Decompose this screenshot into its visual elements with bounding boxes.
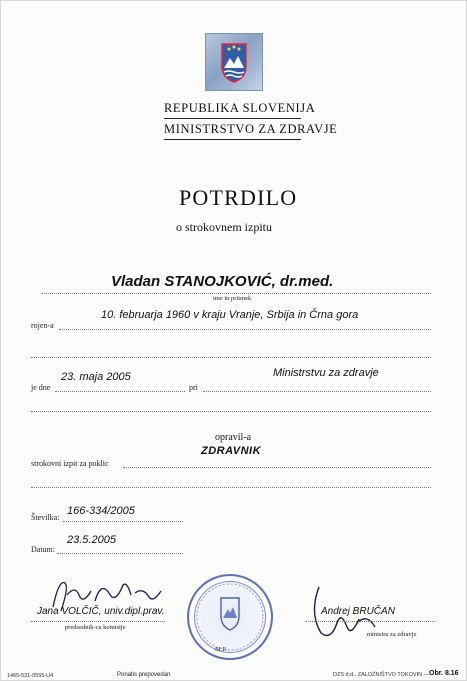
- republic-heading: REPUBLIKA SLOVENIJA: [164, 101, 316, 115]
- profession-value: ZDRAVNIK: [201, 445, 262, 457]
- slovenia-coat-of-arms-icon: [205, 33, 263, 91]
- chair-name: Jana VOLČIČ, univ.dipl.prav.: [37, 606, 165, 617]
- name-caption: ime in priimek: [213, 295, 252, 302]
- profession-label: strokovni izpit za poklic: [31, 459, 109, 468]
- number-label: Številka:: [31, 513, 60, 522]
- birth-value: 10. februarja 1960 v kraju Vranje, Srbija in Črna gora: [101, 309, 359, 321]
- blank-line: [31, 411, 431, 412]
- minister-signature-line: [305, 621, 435, 622]
- exam-institution-line: [203, 391, 431, 392]
- official-stamp: [187, 574, 273, 660]
- chair-signature-line: [31, 621, 165, 622]
- date-line: [57, 553, 183, 554]
- document-subtitle: o strokovnem izpitu: [176, 220, 272, 234]
- blank-line: [31, 357, 431, 358]
- number-line: [63, 521, 183, 522]
- birth-line: [59, 329, 431, 330]
- exam-date-line: [55, 391, 185, 392]
- exam-at-label: pri: [189, 383, 198, 392]
- name-line: [41, 293, 431, 294]
- blank-line: [31, 487, 431, 488]
- header-rule: [164, 118, 301, 119]
- stamp-label: M.P.: [215, 646, 227, 653]
- date-label: Datum:: [31, 545, 55, 554]
- document-title: POTRDILO: [179, 185, 298, 210]
- stamp-emblem-icon: [189, 576, 271, 658]
- exam-date-value: 23. maja 2005: [61, 371, 131, 383]
- exam-institution-value: Ministrstvu za zdravje: [273, 367, 379, 379]
- birth-label: rojen-a: [31, 321, 54, 330]
- chair-caption: predsednik-ca komisije: [65, 624, 126, 631]
- exam-date-label: je dne: [31, 383, 51, 392]
- minister-name: Andrej BRUČAN: [321, 606, 395, 617]
- footer-publisher: DZS d.d., ZALOŽNIŠTVO TOKOVIN —: [333, 672, 430, 678]
- candidate-name: Vladan STANOJKOVIĆ, dr.med.: [111, 273, 334, 290]
- passed-label: opravil-a: [215, 432, 252, 443]
- date-value: 23.5.2005: [67, 534, 116, 546]
- footer-form-code: Obr. 8.16: [429, 670, 459, 677]
- number-value: 166-334/2005: [67, 505, 135, 517]
- header-rule: [164, 139, 301, 140]
- profession-line: [123, 467, 431, 468]
- footer-code: 1465-531-0555-U4: [7, 673, 54, 679]
- footer-note: Ponatis prepovedan: [117, 672, 171, 678]
- minister-caption: ministra za zdravje: [367, 631, 417, 638]
- ministry-heading: MINISTRSTVO ZA ZDRAVJE: [164, 122, 338, 136]
